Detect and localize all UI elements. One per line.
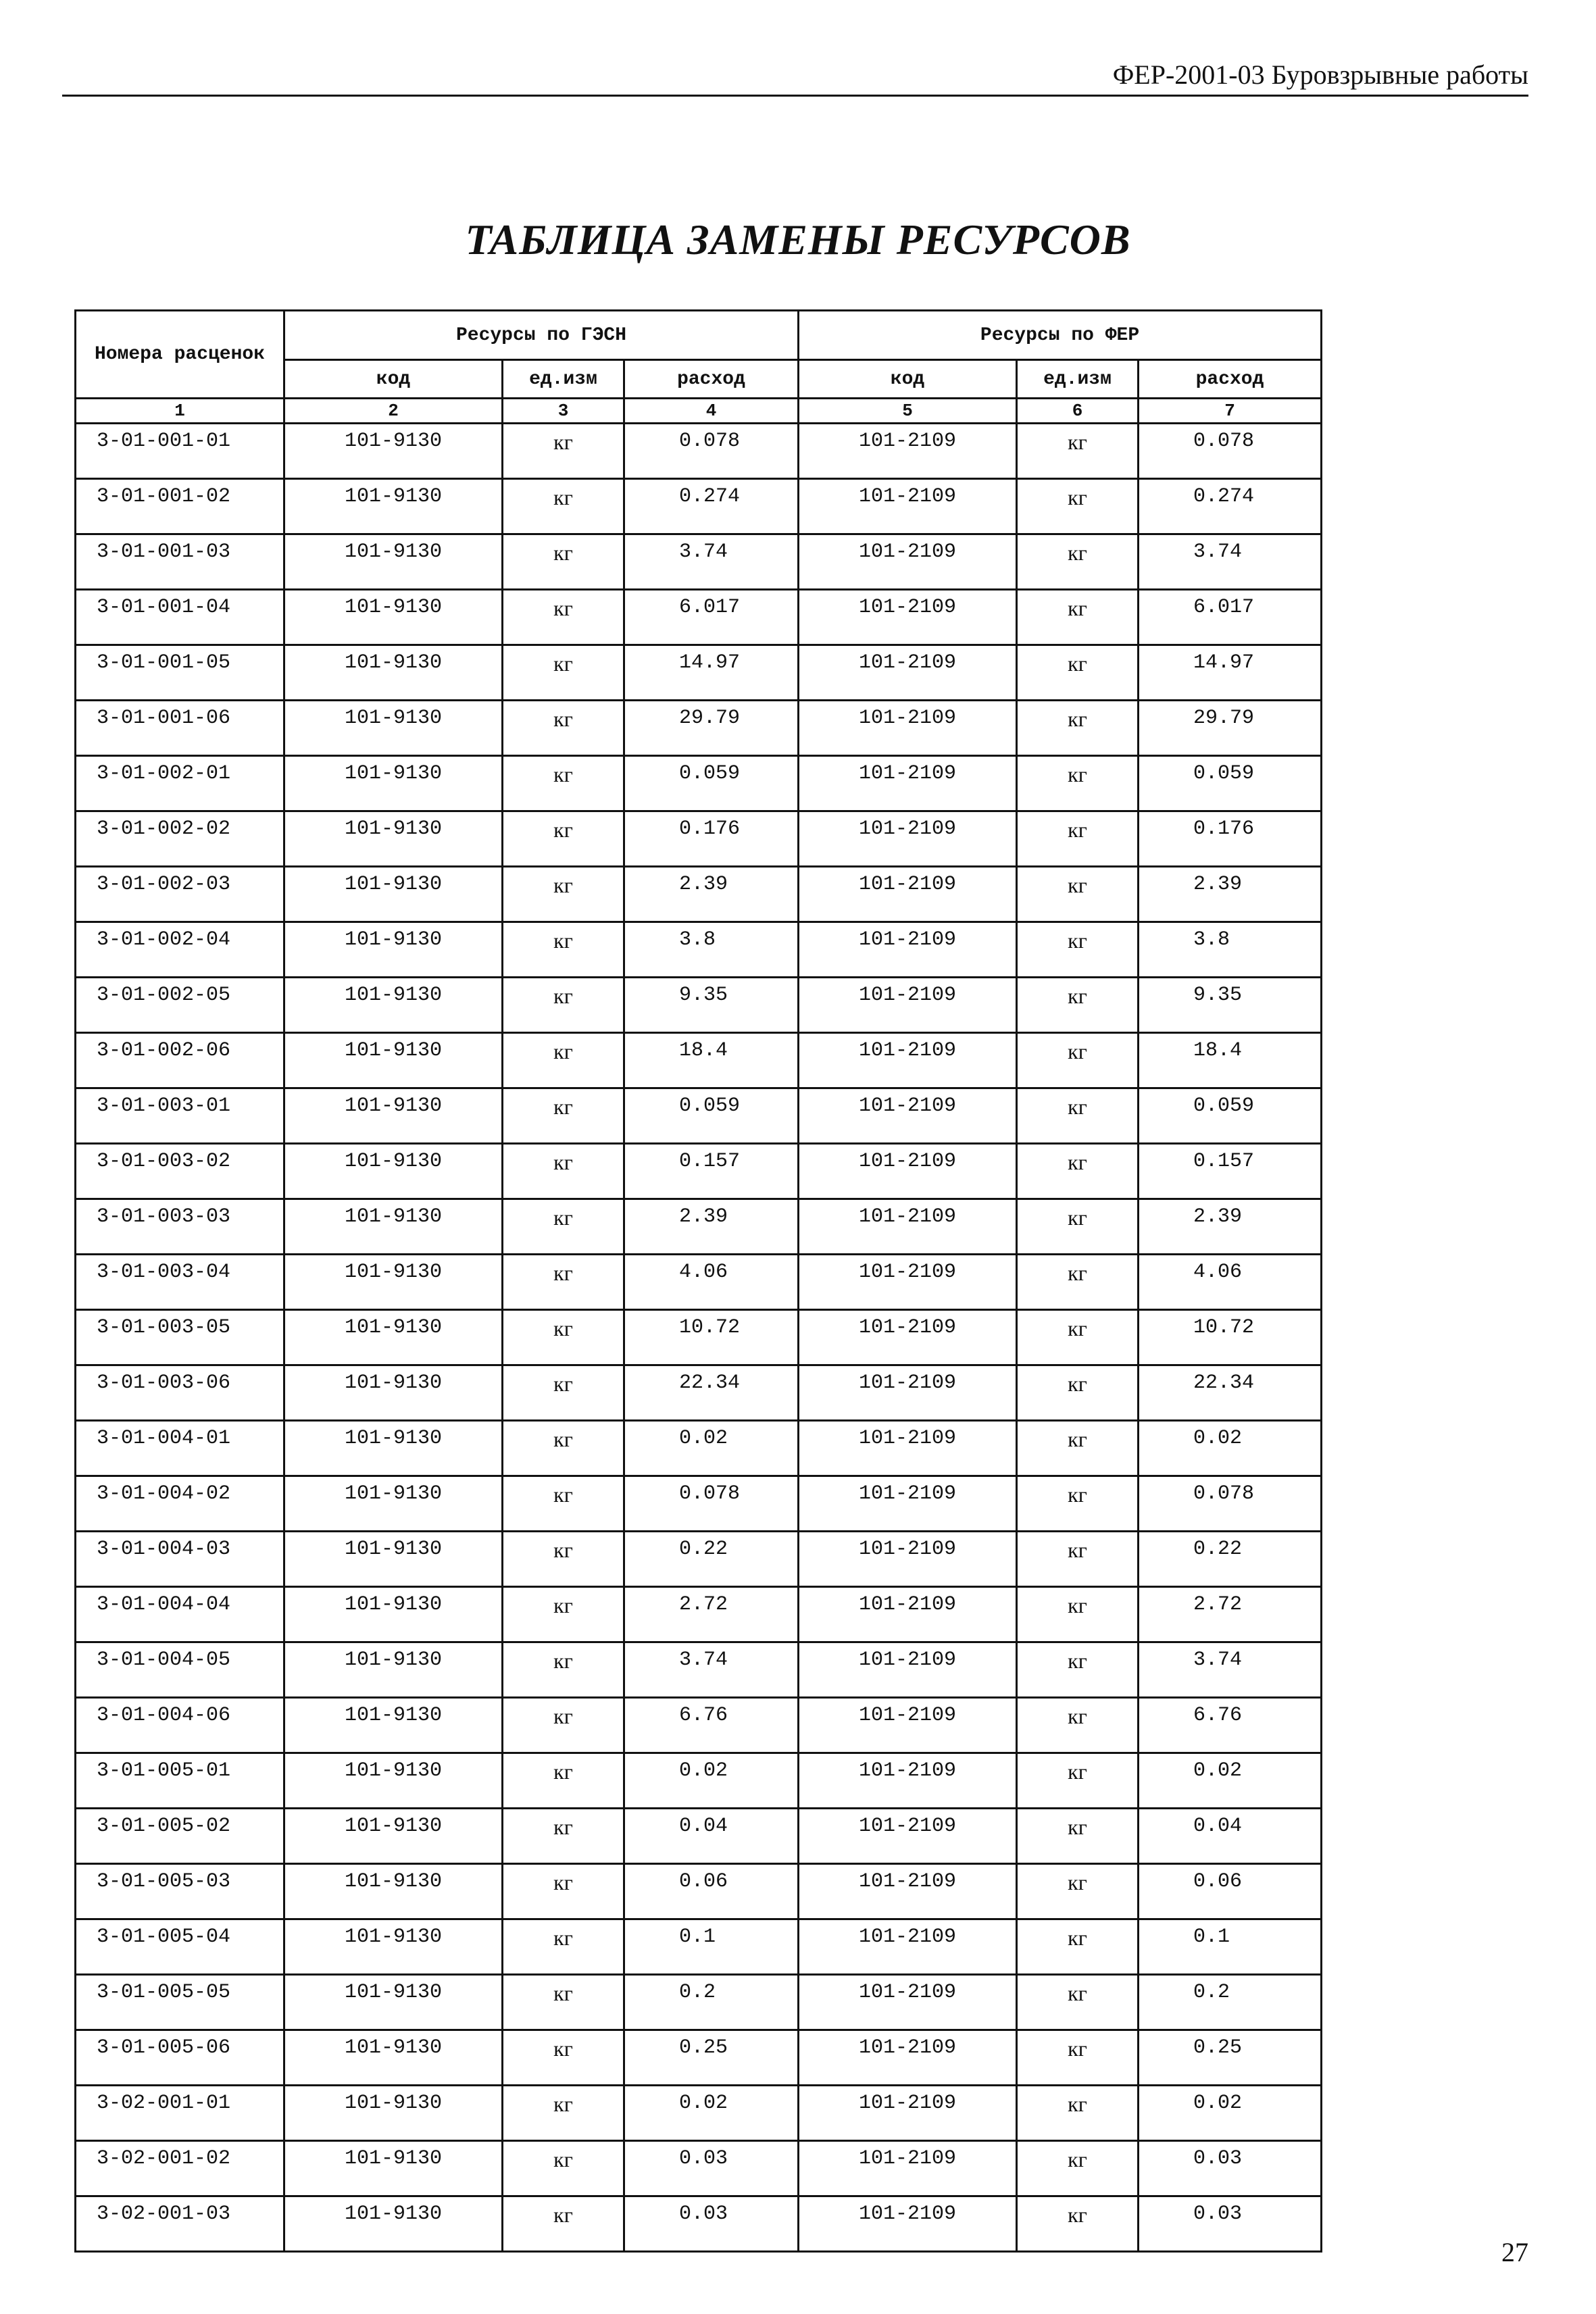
cell-rate-number: 3-01-005-04 — [76, 1919, 284, 1975]
cell-fer-unit: кг — [1017, 479, 1139, 534]
cell-fer-code: 101-2109 — [799, 811, 1017, 867]
cell-gesn-code: 101-9130 — [284, 1642, 503, 1698]
cell-gesn-consumption: 2.39 — [624, 867, 799, 922]
cell-fer-unit: кг — [1017, 2030, 1139, 2086]
cell-gesn-code: 101-9130 — [284, 1476, 503, 1532]
table-row — [76, 811, 1322, 867]
cell-gesn-unit: кг — [503, 645, 624, 701]
cell-rate-number: 3-01-001-02 — [76, 479, 284, 534]
cell-fer-code: 101-2109 — [799, 2196, 1017, 2252]
cell-fer-code: 101-2109 — [799, 1310, 1017, 1365]
cell-gesn-unit: кг — [503, 1310, 624, 1365]
cell-fer-code: 101-2109 — [799, 1919, 1017, 1975]
cell-fer-code: 101-2109 — [799, 1975, 1017, 2030]
cell-gesn-unit: кг — [503, 1199, 624, 1255]
cell-fer-consumption: 0.22 — [1139, 1532, 1322, 1587]
cell-gesn-consumption: 2.39 — [624, 1199, 799, 1255]
cell-fer-unit: кг — [1017, 1642, 1139, 1698]
cell-gesn-unit: кг — [503, 534, 624, 590]
cell-rate-number: 3-01-002-01 — [76, 756, 284, 811]
cell-fer-code: 101-2109 — [799, 922, 1017, 978]
cell-fer-code: 101-2109 — [799, 479, 1017, 534]
cell-gesn-consumption: 18.4 — [624, 1033, 799, 1088]
cell-gesn-code: 101-9130 — [284, 811, 503, 867]
cell-gesn-unit: кг — [503, 1421, 624, 1476]
header-gesn-resources: Ресурсы по ГЭСН — [284, 311, 799, 360]
cell-fer-unit: кг — [1017, 1421, 1139, 1476]
subheader-gesn-unit: ед.изм — [503, 360, 624, 399]
table-row — [76, 1753, 1322, 1809]
table-row — [76, 1809, 1322, 1864]
cell-fer-code: 101-2109 — [799, 1199, 1017, 1255]
cell-rate-number: 3-01-001-01 — [76, 424, 284, 479]
cell-gesn-code: 101-9130 — [284, 1255, 503, 1310]
cell-gesn-unit: кг — [503, 590, 624, 645]
cell-gesn-consumption: 10.72 — [624, 1310, 799, 1365]
cell-gesn-consumption: 2.72 — [624, 1587, 799, 1642]
cell-gesn-unit: кг — [503, 1476, 624, 1532]
cell-gesn-unit: кг — [503, 2196, 624, 2252]
cell-gesn-code: 101-9130 — [284, 1809, 503, 1864]
header-rate-numbers: Номера расценок — [76, 311, 284, 399]
table-row — [76, 590, 1322, 645]
cell-fer-consumption: 0.078 — [1139, 424, 1322, 479]
cell-gesn-consumption: 3.8 — [624, 922, 799, 978]
cell-rate-number: 3-01-003-05 — [76, 1310, 284, 1365]
cell-gesn-consumption: 4.06 — [624, 1255, 799, 1310]
table-row — [76, 1365, 1322, 1421]
cell-fer-consumption: 3.8 — [1139, 922, 1322, 978]
cell-gesn-code: 101-9130 — [284, 1864, 503, 1919]
cell-fer-code: 101-2109 — [799, 424, 1017, 479]
table-row — [76, 1532, 1322, 1587]
page-number: 27 — [1501, 2237, 1528, 2267]
column-number: 2 — [284, 399, 503, 424]
table-row — [76, 2086, 1322, 2141]
cell-fer-code: 101-2109 — [799, 1476, 1017, 1532]
cell-gesn-code: 101-9130 — [284, 479, 503, 534]
table-row — [76, 701, 1322, 756]
cell-fer-unit: кг — [1017, 1809, 1139, 1864]
cell-fer-code: 101-2109 — [799, 2141, 1017, 2196]
cell-fer-unit: кг — [1017, 978, 1139, 1033]
cell-fer-consumption: 3.74 — [1139, 534, 1322, 590]
cell-rate-number: 3-01-005-02 — [76, 1809, 284, 1864]
cell-fer-consumption: 4.06 — [1139, 1255, 1322, 1310]
cell-rate-number: 3-01-001-05 — [76, 645, 284, 701]
cell-fer-unit: кг — [1017, 701, 1139, 756]
cell-fer-consumption: 18.4 — [1139, 1033, 1322, 1088]
cell-gesn-consumption: 0.03 — [624, 2141, 799, 2196]
cell-gesn-consumption: 0.02 — [624, 1753, 799, 1809]
cell-fer-consumption: 6.017 — [1139, 590, 1322, 645]
table-row — [76, 2141, 1322, 2196]
cell-fer-code: 101-2109 — [799, 1809, 1017, 1864]
cell-gesn-unit: кг — [503, 1698, 624, 1753]
cell-gesn-consumption: 0.157 — [624, 1144, 799, 1199]
cell-fer-code: 101-2109 — [799, 590, 1017, 645]
cell-rate-number: 3-01-004-05 — [76, 1642, 284, 1698]
cell-fer-code: 101-2109 — [799, 1532, 1017, 1587]
cell-gesn-code: 101-9130 — [284, 534, 503, 590]
table-row — [76, 1698, 1322, 1753]
cell-fer-consumption: 0.02 — [1139, 1421, 1322, 1476]
cell-gesn-consumption: 0.2 — [624, 1975, 799, 2030]
column-number: 6 — [1017, 399, 1139, 424]
cell-gesn-unit: кг — [503, 867, 624, 922]
cell-gesn-consumption: 0.1 — [624, 1919, 799, 1975]
cell-fer-unit: кг — [1017, 1532, 1139, 1587]
cell-gesn-code: 101-9130 — [284, 590, 503, 645]
cell-rate-number: 3-01-005-05 — [76, 1975, 284, 2030]
cell-fer-consumption: 0.02 — [1139, 2086, 1322, 2141]
cell-gesn-code: 101-9130 — [284, 701, 503, 756]
cell-fer-consumption: 3.74 — [1139, 1642, 1322, 1698]
table-row — [76, 645, 1322, 701]
cell-fer-unit: кг — [1017, 1753, 1139, 1809]
cell-fer-consumption: 14.97 — [1139, 645, 1322, 701]
cell-rate-number: 3-02-001-02 — [76, 2141, 284, 2196]
cell-fer-code: 101-2109 — [799, 2030, 1017, 2086]
table-row — [76, 978, 1322, 1033]
header-title: ФЕР-2001-03 Буровзрывные работы — [1112, 59, 1528, 90]
cell-rate-number: 3-01-001-06 — [76, 701, 284, 756]
resource-table-container — [74, 309, 1320, 2253]
table-row — [76, 1919, 1322, 1975]
cell-rate-number: 3-01-003-03 — [76, 1199, 284, 1255]
cell-gesn-unit: кг — [503, 1809, 624, 1864]
cell-gesn-unit: кг — [503, 2086, 624, 2141]
cell-gesn-unit: кг — [503, 1753, 624, 1809]
cell-gesn-unit: кг — [503, 811, 624, 867]
table-row — [76, 1864, 1322, 1919]
table-row — [76, 479, 1322, 534]
cell-gesn-unit: кг — [503, 1975, 624, 2030]
cell-fer-unit: кг — [1017, 2141, 1139, 2196]
cell-gesn-code: 101-9130 — [284, 1587, 503, 1642]
cell-fer-code: 101-2109 — [799, 534, 1017, 590]
cell-gesn-unit: кг — [503, 922, 624, 978]
cell-fer-consumption: 0.1 — [1139, 1919, 1322, 1975]
cell-gesn-consumption: 0.22 — [624, 1532, 799, 1587]
cell-fer-consumption: 2.39 — [1139, 867, 1322, 922]
subheader-fer-code: код — [799, 360, 1017, 399]
cell-fer-consumption: 29.79 — [1139, 701, 1322, 756]
table-row — [76, 1587, 1322, 1642]
cell-rate-number: 3-01-002-05 — [76, 978, 284, 1033]
table-row — [76, 1144, 1322, 1199]
cell-gesn-unit: кг — [503, 1365, 624, 1421]
cell-fer-consumption: 10.72 — [1139, 1310, 1322, 1365]
cell-rate-number: 3-01-001-03 — [76, 534, 284, 590]
cell-rate-number: 3-01-002-06 — [76, 1033, 284, 1088]
cell-gesn-code: 101-9130 — [284, 2030, 503, 2086]
cell-fer-consumption: 0.157 — [1139, 1144, 1322, 1199]
cell-fer-code: 101-2109 — [799, 1255, 1017, 1310]
cell-fer-code: 101-2109 — [799, 1587, 1017, 1642]
cell-gesn-consumption: 3.74 — [624, 534, 799, 590]
subheader-fer-unit: ед.изм — [1017, 360, 1139, 399]
cell-gesn-consumption: 0.274 — [624, 479, 799, 534]
cell-gesn-unit: кг — [503, 479, 624, 534]
cell-fer-unit: кг — [1017, 1365, 1139, 1421]
cell-fer-consumption: 0.078 — [1139, 1476, 1322, 1532]
cell-fer-code: 101-2109 — [799, 978, 1017, 1033]
cell-gesn-consumption: 6.76 — [624, 1698, 799, 1753]
cell-rate-number: 3-01-002-03 — [76, 867, 284, 922]
cell-gesn-consumption: 0.078 — [624, 1476, 799, 1532]
cell-gesn-code: 101-9130 — [284, 922, 503, 978]
cell-rate-number: 3-01-005-03 — [76, 1864, 284, 1919]
cell-rate-number: 3-01-004-02 — [76, 1476, 284, 1532]
cell-fer-unit: кг — [1017, 1864, 1139, 1919]
cell-gesn-code: 101-9130 — [284, 978, 503, 1033]
table-row — [76, 1476, 1322, 1532]
cell-gesn-unit: кг — [503, 1919, 624, 1975]
cell-fer-consumption: 0.25 — [1139, 2030, 1322, 2086]
cell-fer-code: 101-2109 — [799, 645, 1017, 701]
cell-rate-number: 3-01-001-04 — [76, 590, 284, 645]
table-row — [76, 1310, 1322, 1365]
subheader-fer-consumption: расход — [1139, 360, 1322, 399]
cell-gesn-consumption: 0.06 — [624, 1864, 799, 1919]
cell-gesn-unit: кг — [503, 1088, 624, 1144]
cell-gesn-unit: кг — [503, 1144, 624, 1199]
cell-fer-consumption: 22.34 — [1139, 1365, 1322, 1421]
cell-gesn-unit: кг — [503, 2141, 624, 2196]
table-row — [76, 534, 1322, 590]
cell-gesn-unit: кг — [503, 1255, 624, 1310]
cell-fer-unit: кг — [1017, 645, 1139, 701]
table-row — [76, 1255, 1322, 1310]
cell-gesn-consumption: 0.059 — [624, 1088, 799, 1144]
cell-fer-code: 101-2109 — [799, 1365, 1017, 1421]
cell-fer-unit: кг — [1017, 1033, 1139, 1088]
column-number: 3 — [503, 399, 624, 424]
cell-fer-code: 101-2109 — [799, 1144, 1017, 1199]
cell-fer-code: 101-2109 — [799, 1088, 1017, 1144]
cell-rate-number: 3-01-004-06 — [76, 1698, 284, 1753]
cell-gesn-code: 101-9130 — [284, 1199, 503, 1255]
cell-gesn-consumption: 6.017 — [624, 590, 799, 645]
cell-rate-number: 3-02-001-01 — [76, 2086, 284, 2141]
cell-gesn-code: 101-9130 — [284, 424, 503, 479]
cell-gesn-consumption: 0.02 — [624, 2086, 799, 2141]
column-number: 7 — [1139, 399, 1322, 424]
cell-gesn-consumption: 0.25 — [624, 2030, 799, 2086]
cell-fer-consumption: 0.02 — [1139, 1753, 1322, 1809]
cell-rate-number: 3-01-005-06 — [76, 2030, 284, 2086]
cell-gesn-unit: кг — [503, 1033, 624, 1088]
cell-fer-unit: кг — [1017, 1310, 1139, 1365]
cell-gesn-unit: кг — [503, 701, 624, 756]
table-row — [76, 1642, 1322, 1698]
cell-gesn-consumption: 0.04 — [624, 1809, 799, 1864]
cell-fer-unit: кг — [1017, 2086, 1139, 2141]
cell-rate-number: 3-01-004-04 — [76, 1587, 284, 1642]
cell-gesn-consumption: 0.02 — [624, 1421, 799, 1476]
cell-gesn-unit: кг — [503, 1864, 624, 1919]
table-row — [76, 756, 1322, 811]
cell-gesn-consumption: 0.176 — [624, 811, 799, 867]
column-number: 5 — [799, 399, 1017, 424]
cell-fer-unit: кг — [1017, 1476, 1139, 1532]
cell-gesn-unit: кг — [503, 424, 624, 479]
cell-fer-unit: кг — [1017, 590, 1139, 645]
cell-gesn-consumption: 22.34 — [624, 1365, 799, 1421]
cell-rate-number: 3-01-003-01 — [76, 1088, 284, 1144]
cell-gesn-consumption: 0.059 — [624, 756, 799, 811]
cell-gesn-code: 101-9130 — [284, 2196, 503, 2252]
cell-fer-code: 101-2109 — [799, 1698, 1017, 1753]
cell-fer-consumption: 2.39 — [1139, 1199, 1322, 1255]
table-row — [76, 2196, 1322, 2252]
table-row — [76, 1033, 1322, 1088]
cell-fer-consumption: 0.274 — [1139, 479, 1322, 534]
table-row — [76, 867, 1322, 922]
table-row — [76, 2030, 1322, 2086]
table-row — [76, 424, 1322, 479]
cell-fer-consumption: 0.059 — [1139, 756, 1322, 811]
cell-gesn-unit: кг — [503, 756, 624, 811]
cell-gesn-code: 101-9130 — [284, 1033, 503, 1088]
cell-gesn-unit: кг — [503, 2030, 624, 2086]
cell-gesn-unit: кг — [503, 1642, 624, 1698]
table-row — [76, 1975, 1322, 2030]
cell-fer-consumption: 0.04 — [1139, 1809, 1322, 1864]
cell-gesn-code: 101-9130 — [284, 756, 503, 811]
subheader-gesn-code: код — [284, 360, 503, 399]
document-title: ТАБЛИЦА ЗАМЕНЫ РЕСУРСОВ — [465, 216, 1131, 263]
cell-fer-consumption: 2.72 — [1139, 1587, 1322, 1642]
cell-gesn-consumption: 29.79 — [624, 701, 799, 756]
cell-fer-code: 101-2109 — [799, 756, 1017, 811]
table-row — [76, 922, 1322, 978]
cell-gesn-code: 101-9130 — [284, 1421, 503, 1476]
table-row — [76, 1088, 1322, 1144]
cell-gesn-unit: кг — [503, 1587, 624, 1642]
cell-fer-code: 101-2109 — [799, 1421, 1017, 1476]
cell-fer-unit: кг — [1017, 424, 1139, 479]
cell-rate-number: 3-01-002-04 — [76, 922, 284, 978]
cell-fer-unit: кг — [1017, 1199, 1139, 1255]
cell-gesn-code: 101-9130 — [284, 1532, 503, 1587]
cell-fer-unit: кг — [1017, 867, 1139, 922]
cell-rate-number: 3-01-005-01 — [76, 1753, 284, 1809]
cell-fer-unit: кг — [1017, 1144, 1139, 1199]
table-row — [76, 1199, 1322, 1255]
cell-gesn-code: 101-9130 — [284, 645, 503, 701]
cell-gesn-code: 101-9130 — [284, 2141, 503, 2196]
cell-gesn-code: 101-9130 — [284, 867, 503, 922]
cell-fer-unit: кг — [1017, 756, 1139, 811]
cell-fer-code: 101-2109 — [799, 1642, 1017, 1698]
cell-fer-unit: кг — [1017, 1587, 1139, 1642]
page-header — [62, 59, 1528, 97]
cell-fer-code: 101-2109 — [799, 1864, 1017, 1919]
cell-gesn-consumption: 9.35 — [624, 978, 799, 1033]
cell-gesn-code: 101-9130 — [284, 1310, 503, 1365]
cell-fer-unit: кг — [1017, 1088, 1139, 1144]
cell-rate-number: 3-01-003-04 — [76, 1255, 284, 1310]
cell-gesn-code: 101-9130 — [284, 2086, 503, 2141]
cell-gesn-code: 101-9130 — [284, 1975, 503, 2030]
table-body — [76, 424, 1322, 2252]
cell-gesn-code: 101-9130 — [284, 1919, 503, 1975]
cell-fer-code: 101-2109 — [799, 701, 1017, 756]
cell-fer-consumption: 9.35 — [1139, 978, 1322, 1033]
cell-rate-number: 3-01-003-06 — [76, 1365, 284, 1421]
cell-fer-unit: кг — [1017, 922, 1139, 978]
cell-gesn-code: 101-9130 — [284, 1753, 503, 1809]
cell-fer-unit: кг — [1017, 1698, 1139, 1753]
column-number: 4 — [624, 399, 799, 424]
cell-rate-number: 3-01-002-02 — [76, 811, 284, 867]
cell-gesn-consumption: 0.078 — [624, 424, 799, 479]
cell-gesn-unit: кг — [503, 978, 624, 1033]
cell-fer-consumption: 6.76 — [1139, 1698, 1322, 1753]
column-number: 1 — [76, 399, 284, 424]
cell-fer-unit: кг — [1017, 534, 1139, 590]
cell-fer-consumption: 0.03 — [1139, 2196, 1322, 2252]
cell-gesn-code: 101-9130 — [284, 1144, 503, 1199]
cell-fer-unit: кг — [1017, 1975, 1139, 2030]
cell-gesn-code: 101-9130 — [284, 1698, 503, 1753]
cell-fer-consumption: 0.059 — [1139, 1088, 1322, 1144]
cell-fer-code: 101-2109 — [799, 867, 1017, 922]
cell-fer-unit: кг — [1017, 1255, 1139, 1310]
subheader-gesn-consumption: расход — [624, 360, 799, 399]
cell-rate-number: 3-01-004-01 — [76, 1421, 284, 1476]
cell-fer-consumption: 0.176 — [1139, 811, 1322, 867]
cell-fer-consumption: 0.06 — [1139, 1864, 1322, 1919]
cell-gesn-code: 101-9130 — [284, 1088, 503, 1144]
header-fer-resources: Ресурсы по ФЕР — [799, 311, 1322, 360]
cell-gesn-consumption: 0.03 — [624, 2196, 799, 2252]
cell-gesn-consumption: 14.97 — [624, 645, 799, 701]
cell-fer-consumption: 0.03 — [1139, 2141, 1322, 2196]
cell-fer-unit: кг — [1017, 2196, 1139, 2252]
cell-fer-code: 101-2109 — [799, 1033, 1017, 1088]
cell-fer-code: 101-2109 — [799, 2086, 1017, 2141]
cell-rate-number: 3-01-003-02 — [76, 1144, 284, 1199]
resource-replacement-table — [74, 309, 1322, 2253]
table-row — [76, 1421, 1322, 1476]
cell-gesn-consumption: 3.74 — [624, 1642, 799, 1698]
cell-fer-unit: кг — [1017, 811, 1139, 867]
cell-fer-consumption: 0.2 — [1139, 1975, 1322, 2030]
cell-rate-number: 3-02-001-03 — [76, 2196, 284, 2252]
cell-fer-unit: кг — [1017, 1919, 1139, 1975]
cell-gesn-code: 101-9130 — [284, 1365, 503, 1421]
cell-rate-number: 3-01-004-03 — [76, 1532, 284, 1587]
cell-gesn-unit: кг — [503, 1532, 624, 1587]
cell-fer-code: 101-2109 — [799, 1753, 1017, 1809]
